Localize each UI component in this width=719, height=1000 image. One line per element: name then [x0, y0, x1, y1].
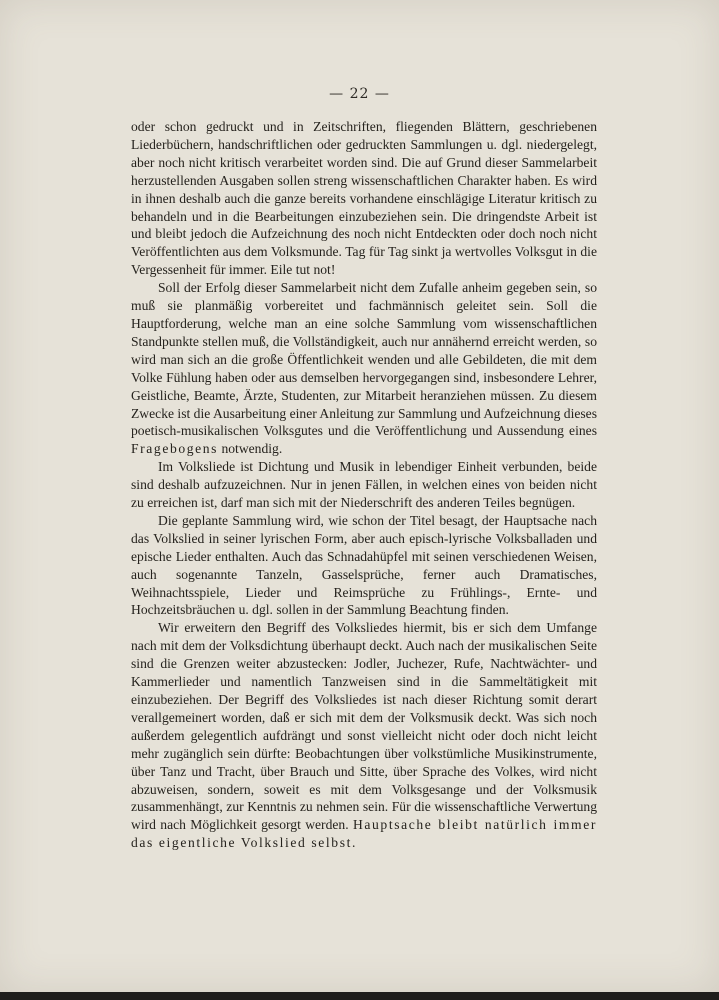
paragraph-2-text: Soll der Erfolg dieser Sammelarbeit nicht dem Zufalle anheim gegeben sein, so muß sie planmäßig vorbereitet und fachmännisch geleitet sein. Soll die Hauptforderung, welche man an eine solche Sammlung vom wissenschaftlichen Standpunkte stellen muß, die Vollständigkeit, auch nur annähernd erreicht werden, so wird man sich an die große Öffentlichkeit wenden und alle Gebildeten, die mit dem Volke Fühlung haben oder aus demselben hervorgegangen sind, insbesondere Lehrer, Geistliche, Beamte, Ärzte, Studenten, zur Mitarbeit heranziehen müssen. Zu diesem Zwecke ist die Ausarbeitung einer Anleitung zur Sammlung und Aufzeichnung dieses poetisch-musikalischen Volksgutes und die Veröffentlichung und Aussendung eines [131, 280, 597, 439]
paragraph-2-tail: notwendig. [218, 441, 283, 457]
paragraph-4: Die geplante Sammlung wird, wie schon der Titel besagt, der Hauptsache nach das Volkslied in seiner lyrischen Form, aber auch episch-lyrische Volksballaden und epische Lieder enthalten. Auch das Schnadahüpfel mit seinen verschiedenen Weisen, auch sogenannte Tanzeln, Gasselsprüche, ferner auch Dramatisches, Weihnachtsspiele, Lieder und Reimsprüche zu Frühlings-, Ernte- und Hochzeitsbräuchen u. dgl. sollen in der Sammlung Beachtung finden. [131, 512, 597, 618]
paragraph-5-text: Wir erweitern den Begriff des Volksliedes hiermit, bis er sich dem Umfange nach mit dem der Volksdichtung überhaupt deckt. Auch nach der musikalischen Seite sind die Grenzen weiter abzustecken: Jodler, Juchezer, Rufe, Nachtwächter- und Kammerlieder und namentlich Tanzweisen sind in die Sammeltätigkeit mit einzubeziehen. Der Begriff des Volksliedes ist nach dieser Richtung somit derart verallgemeinert worden, daß er sich mit dem der Volksmusik deckt. Was sich noch außerdem gelegentlich aufdrängt und sonst vielleicht nicht oder doch nicht leicht mehr zugänglich sein dürfte: Beobachtungen über volkstümliche Musikinstrumente, über Tanz und Tracht, über Brauch und Sitte, über Sprache des Volkes, wird nicht abzuweisen, sondern, soweit es mit dem Volksgesange und der Volksmusik zusammenhängt, zur Kenntnis zu nehmen sein. Für die wissenschaftliche Verwertung wird nach Möglichkeit gesorgt werden. [131, 620, 597, 833]
paragraph-5 [131, 619, 597, 852]
paragraph-2 [131, 279, 597, 458]
spaced-phrase-hauptsache: Hauptsache bleibt natürlich immer das eigentliche Volkslied selbst. [131, 817, 597, 851]
paragraph-3: Im Volksliede ist Dichtung und Musik in lebendiger Einheit verbunden, beide sind deshalb aufzuzeichnen. Nur in jenen Fällen, in welchen eines von beiden nicht zu erreichen ist, darf man sich mit der Niederschrift des anderen Teiles begnügen. [131, 459, 597, 511]
paragraph-1: oder schon gedruckt und in Zeitschriften, fliegenden Blättern, geschriebenen Liederbüchern, handschriftlichen oder gedruckten Sammlungen u. dgl. niedergelegt, aber noch nicht kritisch verarbeitet worden sind. Die auf Grund dieser Sammelarbeit herzustellenden Ausgaben sollen streng wissenschaftlichen Charakter haben. Es wird in ihnen deshalb auch die ganze bereits vorhandene einschlägige Literatur kritisch zu behandeln und in die Bearbeitungen einzubeziehen sein. Die dringendste Arbeit ist und bleibt jedoch die Aufzeichnung des noch nicht Entdeckten oder doch noch nicht Veröffentlichten aus dem Volksmunde. Tag für Tag sinkt ja wertvolles Volksgut in die Vergessenheit für immer. Eile tut not! [131, 119, 597, 278]
scan-edge [0, 992, 719, 1000]
page-number: — 22 — [329, 86, 390, 102]
body-text [131, 118, 597, 852]
spaced-word-fragebogens: Fragebogens [131, 441, 219, 457]
